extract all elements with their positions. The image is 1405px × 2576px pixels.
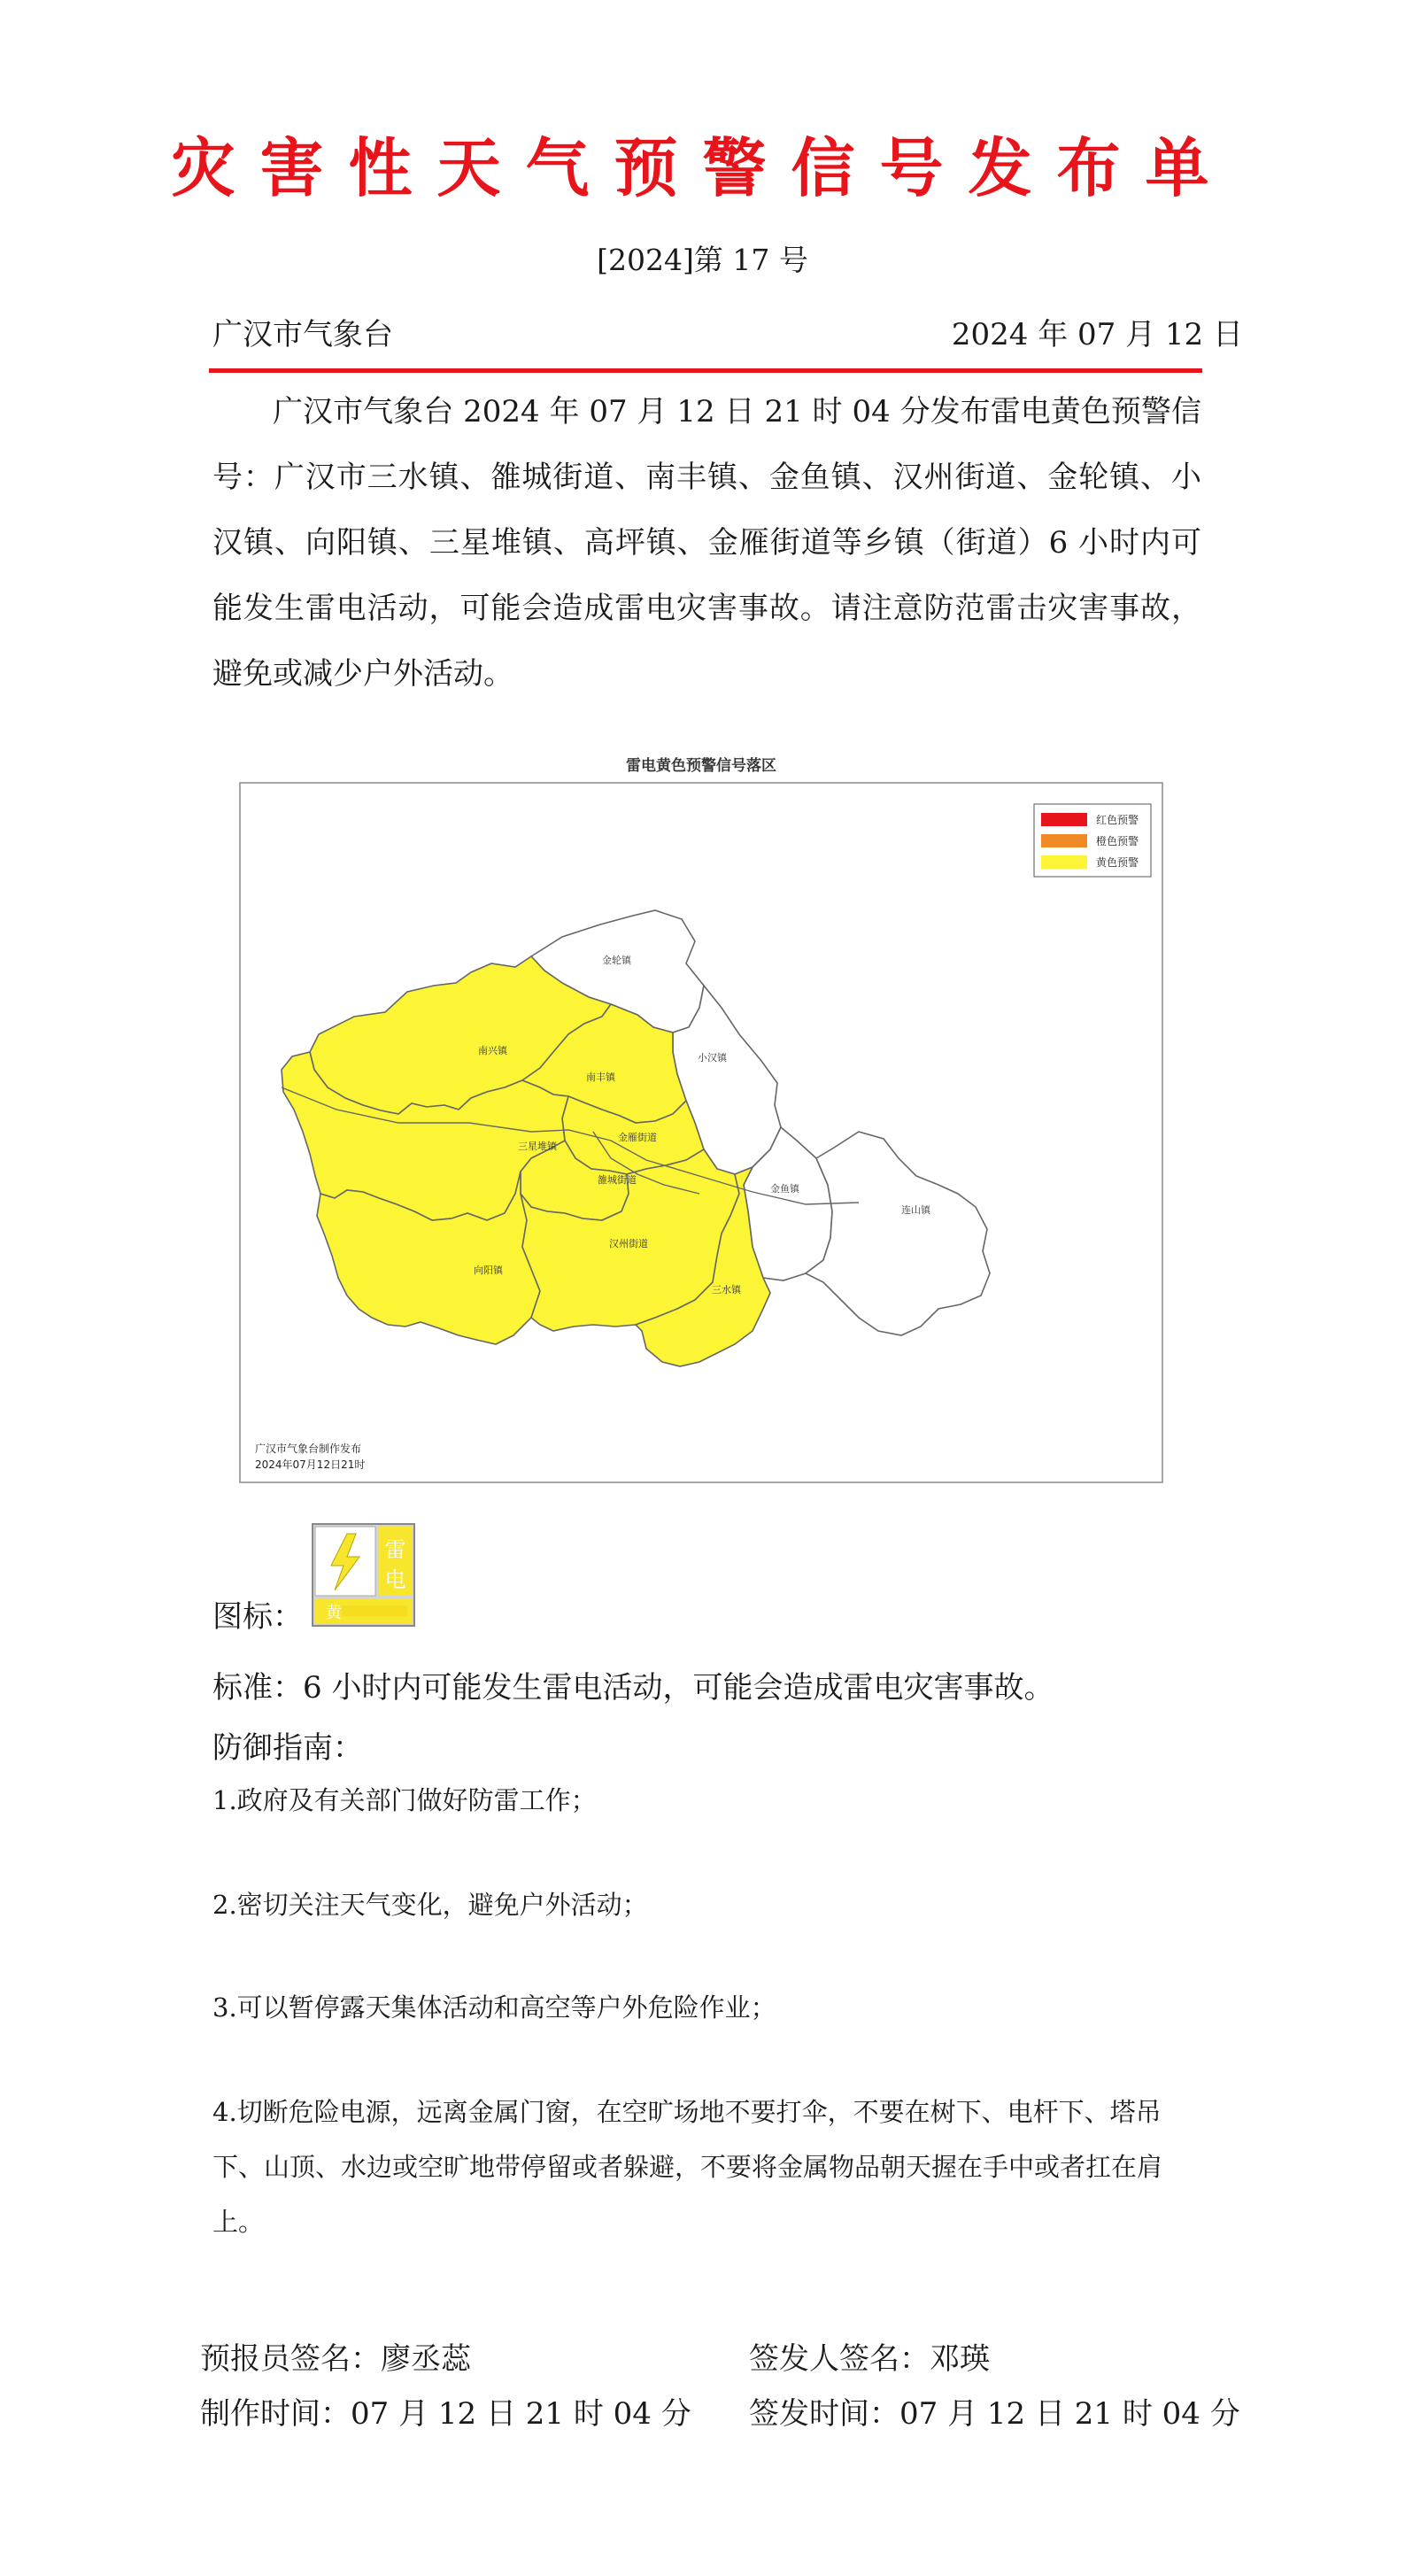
guide-item: 1.政府及有关部门做好防雷工作； (212, 1785, 597, 1815)
legend-label-orange: 橙色预警 (1096, 835, 1139, 847)
issue-time: 签发时间：07 月 12 日 21 时 04 分 (749, 2396, 1240, 2432)
legend-label-yellow: 黄色预警 (1096, 856, 1139, 869)
signer-signature: 签发人签名：邓瑛 (749, 2341, 990, 2377)
document-number: [2024]第 17 号 (597, 243, 808, 277)
map-footer-time: 2024年07月12日21时 (255, 1458, 366, 1471)
forecaster-signature: 预报员签名：廖丞蕊 (200, 2341, 471, 2377)
lightning-yellow-warning-icon (312, 1523, 415, 1627)
label-jinyan: 金雁街道 (618, 1132, 657, 1143)
label-hanzhou: 汉州街道 (609, 1238, 648, 1249)
defense-guide-heading: 防御指南： (212, 1730, 363, 1766)
issue-date: 2024 年 07 月 12 日 (951, 317, 1243, 352)
icon-label: 图标： (212, 1599, 303, 1635)
label-sanshui: 三水镇 (712, 1284, 741, 1296)
red-divider (209, 368, 1202, 373)
guide-item: 4.切断危险电源，远离金属门窗，在空旷场地不要打伞，不要在树下、电杆下、塔吊下、山顶、水边或空旷地带停留或者躲避，不要将金属物品朝天握在手中或者扛在肩上。 (212, 2097, 1163, 2237)
guide-item: 2.密切关注天气变化，避免户外活动； (212, 1890, 648, 1920)
label-jinlun: 金轮镇 (602, 955, 631, 966)
made-time: 制作时间：07 月 12 日 21 时 04 分 (200, 2396, 691, 2432)
icon-char-lei: 雷 (384, 1537, 406, 1562)
issuer-name: 广汉市气象台 (212, 317, 393, 352)
label-xiangyang: 向阳镇 (474, 1265, 503, 1276)
map-legend (1034, 804, 1151, 877)
guide-item: 3.可以暂停露天集体活动和高空等户外危险作业； (212, 1992, 776, 2023)
label-lianshan: 连山镇 (901, 1204, 930, 1216)
document-title: 灾害性天气预警信号发布单 (171, 130, 1234, 205)
label-luocheng: 雒城街道 (598, 1174, 637, 1186)
map-title: 雷电黄色预警信号落区 (626, 757, 776, 775)
label-nanxing: 南兴镇 (478, 1045, 507, 1056)
map-footer-issuer: 广汉市气象台制作发布 (255, 1443, 362, 1455)
legend-swatch-orange (1041, 834, 1087, 847)
label-jinyu: 金鱼镇 (770, 1183, 799, 1195)
legend-label-red: 红色预警 (1096, 814, 1139, 826)
icon-char-huang: 黄 (326, 1604, 342, 1622)
label-xiaohan: 小汉镇 (698, 1052, 727, 1064)
legend-swatch-red (1041, 813, 1087, 826)
legend-swatch-yellow (1041, 855, 1087, 869)
warning-area-map (239, 751, 1164, 1484)
icon-char-dian: 电 (384, 1567, 406, 1592)
warning-standard: 标准：6 小时内可能发生雷电活动，可能会造成雷电灾害事故。 (212, 1670, 1054, 1706)
label-nanfeng: 南丰镇 (586, 1071, 615, 1083)
label-sanxingdui: 三星堆镇 (518, 1141, 557, 1152)
warning-body-text: 广汉市气象台 2024 年 07 月 12 日 21 时 04 分发布雷电黄色预警信号：广汉市三水镇、雒城街道、南丰镇、金鱼镇、汉州街道、金轮镇、小汉镇、向阳镇、三星堆镇、高坪镇、金雁街道等乡镇（街道）6 小时内可能发生雷电活动，可能会造成雷电灾害事故。请注意防范雷击灾害事故，避免或减少户外活动。 (212, 394, 1201, 692)
